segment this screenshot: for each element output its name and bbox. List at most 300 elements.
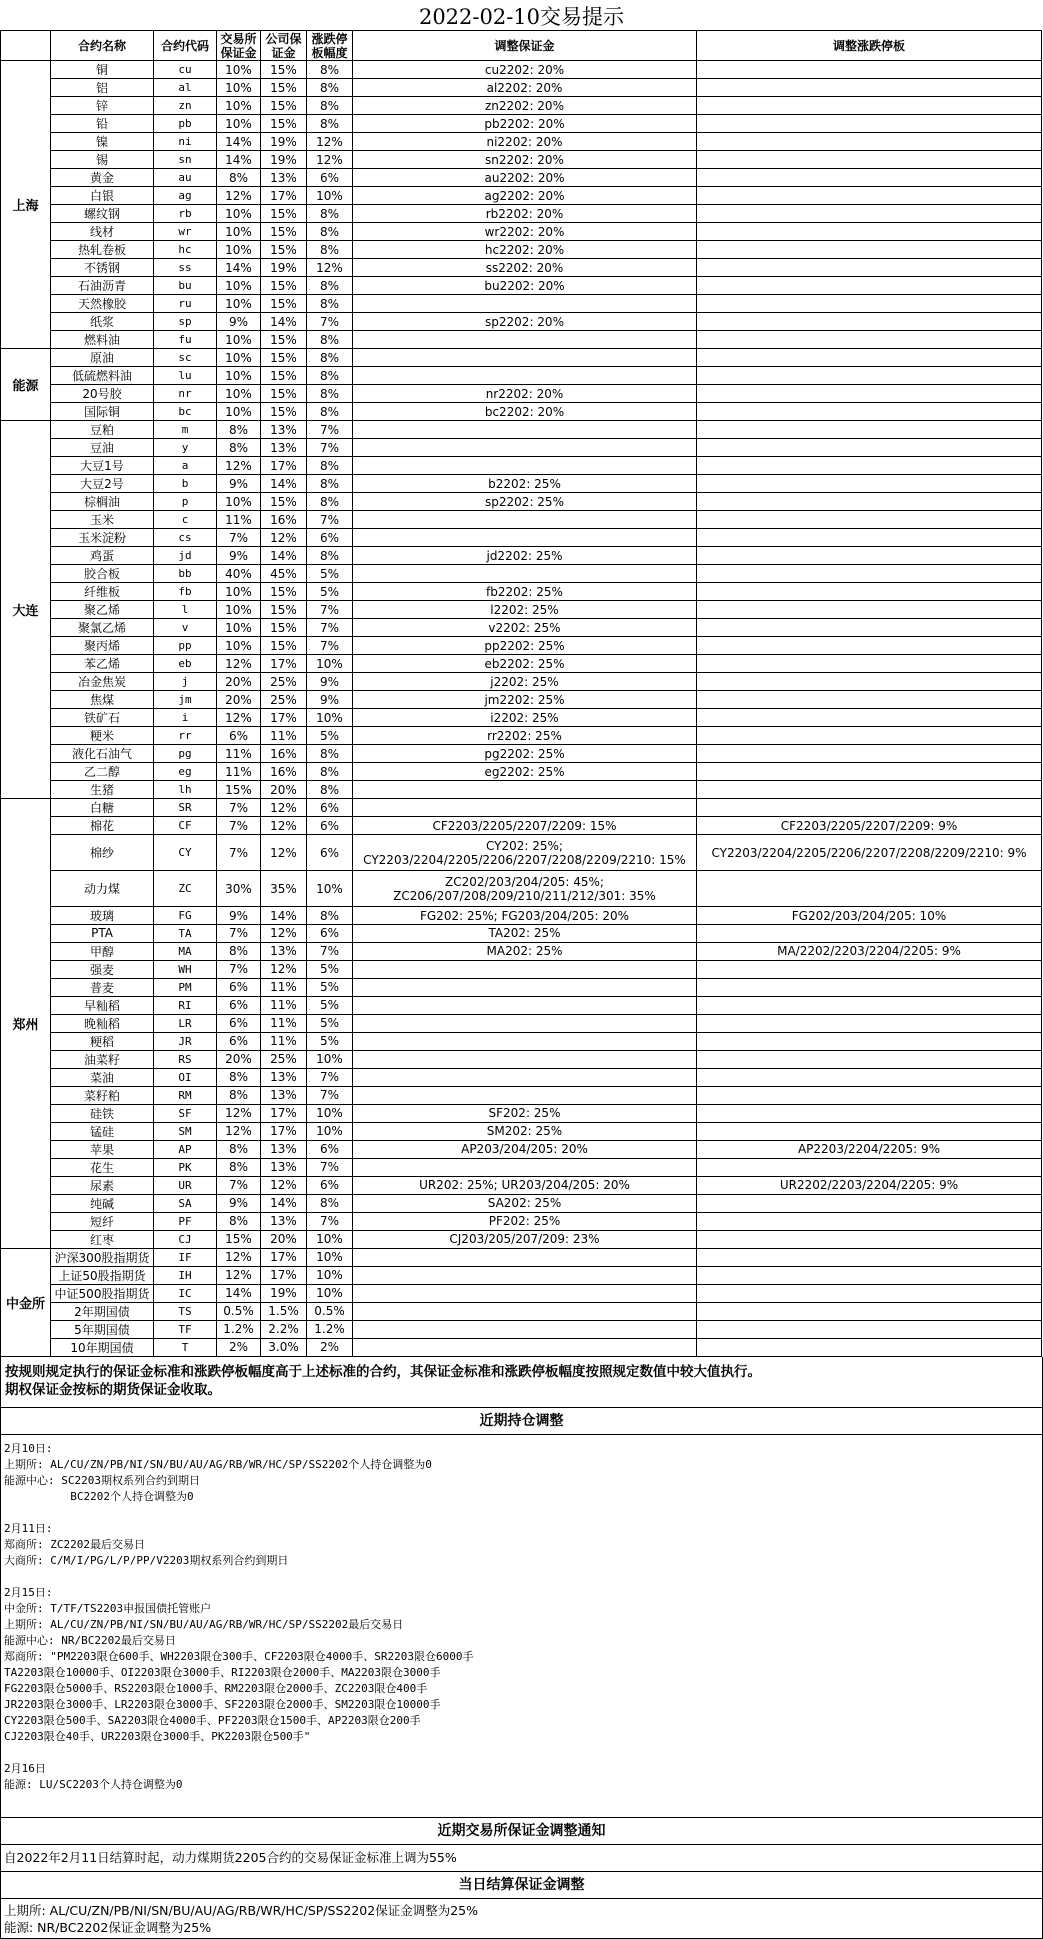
company-margin: 13% [261, 1158, 307, 1176]
exchange-margin: 9% [217, 1194, 261, 1212]
adjusted-margin: bc2202: 20% [353, 403, 697, 421]
settlement-title: 当日结算保证金调整 [1, 1872, 1042, 1899]
table-row [1, 79, 1042, 97]
table-row [1, 745, 1042, 763]
adjusted-limit [697, 1302, 1042, 1320]
limit-range: 8% [307, 547, 353, 565]
limit-range: 8% [307, 295, 353, 313]
contract-name: 生猪 [51, 781, 154, 799]
company-margin: 13% [261, 421, 307, 439]
contract-code: IC [154, 1284, 217, 1302]
contract-name: 10年期国债 [51, 1338, 154, 1356]
limit-range: 9% [307, 673, 353, 691]
adjusted-limit: FG202/203/204/205: 10% [697, 907, 1042, 925]
contract-code: ag [154, 187, 217, 205]
limit-range: 5% [307, 583, 353, 601]
contract-name: 液化石油气 [51, 745, 154, 763]
contract-code: SM [154, 1122, 217, 1140]
adjusted-margin: al2202: 20% [353, 79, 697, 97]
contract-code: IF [154, 1248, 217, 1266]
adjusted-limit [697, 655, 1042, 673]
contract-code: CJ [154, 1230, 217, 1248]
table-row [1, 1230, 1042, 1248]
adjusted-margin: MA202: 25% [353, 942, 697, 960]
company-margin: 15% [261, 205, 307, 223]
contract-code: al [154, 79, 217, 97]
limit-range: 10% [307, 1050, 353, 1068]
limit-range: 7% [307, 313, 353, 331]
contract-code: WH [154, 960, 217, 978]
adjusted-margin [353, 1086, 697, 1104]
contract-name: 纸浆 [51, 313, 154, 331]
contract-code: TS [154, 1302, 217, 1320]
table-row [1, 673, 1042, 691]
contract-name: 聚氯乙烯 [51, 619, 154, 637]
exchange-margin: 20% [217, 673, 261, 691]
table-row [1, 565, 1042, 583]
exchange-margin: 11% [217, 511, 261, 529]
adjusted-limit [697, 205, 1042, 223]
exchange-margin: 10% [217, 367, 261, 385]
adjusted-margin: PF202: 25% [353, 1212, 697, 1230]
limit-range: 12% [307, 259, 353, 277]
adjusted-limit [697, 1050, 1042, 1068]
exchange-margin: 40% [217, 565, 261, 583]
company-margin: 15% [261, 493, 307, 511]
contract-name: 油菜籽 [51, 1050, 154, 1068]
adjusted-margin: ss2202: 20% [353, 259, 697, 277]
adjusted-limit [697, 601, 1042, 619]
exchange-margin: 8% [217, 421, 261, 439]
contract-name: 甲醇 [51, 942, 154, 960]
exchange-margin: 10% [217, 349, 261, 367]
company-margin: 35% [261, 871, 307, 907]
table-row [1, 313, 1042, 331]
exchange-cell: 上海 [1, 61, 51, 349]
adjusted-limit [697, 241, 1042, 259]
limit-range: 6% [307, 817, 353, 835]
exchange-margin: 12% [217, 709, 261, 727]
contract-name: 原油 [51, 349, 154, 367]
contract-code: m [154, 421, 217, 439]
table-row [1, 1248, 1042, 1266]
contract-code: CF [154, 817, 217, 835]
limit-range: 7% [307, 1212, 353, 1230]
exchange-margin: 10% [217, 205, 261, 223]
table-row [1, 169, 1042, 187]
exchange-margin: 10% [217, 637, 261, 655]
contract-code: j [154, 673, 217, 691]
exchange-notice-text: 自2022年2月11日结算时起，动力煤期货2205合约的交易保证金标准上调为55% [1, 1845, 1042, 1872]
table-row [1, 385, 1042, 403]
table-row [1, 277, 1042, 295]
company-margin: 12% [261, 835, 307, 871]
company-margin: 17% [261, 655, 307, 673]
exchange-margin: 10% [217, 115, 261, 133]
header-adj-limit: 调整涨跌停板 [697, 31, 1042, 61]
company-margin: 17% [261, 457, 307, 475]
adjusted-limit [697, 457, 1042, 475]
adjusted-limit: CY2203/2204/2205/2206/2207/2208/2209/2210: 9% [697, 835, 1042, 871]
table-row [1, 295, 1042, 313]
limit-range: 7% [307, 942, 353, 960]
adjusted-limit [697, 313, 1042, 331]
contract-code: UR [154, 1176, 217, 1194]
table-row [1, 1086, 1042, 1104]
contract-name: 铅 [51, 115, 154, 133]
contract-code: TF [154, 1320, 217, 1338]
contract-code: jm [154, 691, 217, 709]
adjusted-limit [697, 277, 1042, 295]
company-margin: 2.2% [261, 1320, 307, 1338]
contract-code: c [154, 511, 217, 529]
margin-table [0, 30, 1042, 1357]
adjusted-margin: ag2202: 20% [353, 187, 697, 205]
limit-range: 10% [307, 1266, 353, 1284]
adjusted-margin [353, 1032, 697, 1050]
adjusted-margin: ni2202: 20% [353, 133, 697, 151]
contract-name: 线材 [51, 223, 154, 241]
company-margin: 14% [261, 907, 307, 925]
contract-name: 沪深300股指期货 [51, 1248, 154, 1266]
company-margin: 14% [261, 475, 307, 493]
contract-name: 粳稻 [51, 1032, 154, 1050]
contract-name: 豆粕 [51, 421, 154, 439]
limit-range: 8% [307, 763, 353, 781]
exchange-margin: 10% [217, 295, 261, 313]
table-row [1, 97, 1042, 115]
company-margin: 15% [261, 115, 307, 133]
contract-name: 红枣 [51, 1230, 154, 1248]
limit-range: 12% [307, 151, 353, 169]
adjusted-limit [697, 1338, 1042, 1356]
adjusted-limit [697, 133, 1042, 151]
contract-code: ru [154, 295, 217, 313]
contract-name: 普麦 [51, 978, 154, 996]
company-margin: 25% [261, 673, 307, 691]
company-margin: 45% [261, 565, 307, 583]
company-margin: 15% [261, 403, 307, 421]
company-margin: 16% [261, 745, 307, 763]
adjusted-limit [697, 97, 1042, 115]
table-row [1, 1302, 1042, 1320]
company-margin: 16% [261, 511, 307, 529]
company-margin: 15% [261, 349, 307, 367]
adjusted-limit [697, 619, 1042, 637]
table-row [1, 1140, 1042, 1158]
contract-code: l [154, 601, 217, 619]
table-row [1, 475, 1042, 493]
contract-code: ZC [154, 871, 217, 907]
exchange-margin: 8% [217, 1086, 261, 1104]
table-row [1, 331, 1042, 349]
contract-name: 白银 [51, 187, 154, 205]
exchange-margin: 15% [217, 781, 261, 799]
table-row [1, 1194, 1042, 1212]
adjusted-margin: TA202: 25% [353, 925, 697, 943]
table-row [1, 115, 1042, 133]
contract-name: 鸡蛋 [51, 547, 154, 565]
company-margin: 15% [261, 385, 307, 403]
exchange-margin: 7% [217, 925, 261, 943]
contract-name: 玉米淀粉 [51, 529, 154, 547]
exchange-margin: 14% [217, 151, 261, 169]
adjusted-margin: rr2202: 25% [353, 727, 697, 745]
contract-code: nr [154, 385, 217, 403]
adjusted-limit [697, 169, 1042, 187]
adjusted-margin: sp2202: 20% [353, 313, 697, 331]
contract-name: 胶合板 [51, 565, 154, 583]
contract-code: SF [154, 1104, 217, 1122]
contract-code: a [154, 457, 217, 475]
exchange-margin: 6% [217, 996, 261, 1014]
company-margin: 12% [261, 1176, 307, 1194]
adjusted-margin: pp2202: 25% [353, 637, 697, 655]
contract-name: 低硫燃料油 [51, 367, 154, 385]
table-row [1, 781, 1042, 799]
contract-code: JR [154, 1032, 217, 1050]
adjusted-limit [697, 1014, 1042, 1032]
adjusted-limit [697, 673, 1042, 691]
contract-name: 聚丙烯 [51, 637, 154, 655]
adjusted-limit [697, 187, 1042, 205]
contract-code: cu [154, 61, 217, 79]
adjusted-margin [353, 295, 697, 313]
limit-range: 5% [307, 960, 353, 978]
adjusted-limit [697, 565, 1042, 583]
contract-code: eb [154, 655, 217, 673]
limit-range: 6% [307, 169, 353, 187]
table-row [1, 1122, 1042, 1140]
adjusted-limit [697, 349, 1042, 367]
company-margin: 15% [261, 277, 307, 295]
limit-range: 8% [307, 403, 353, 421]
company-margin: 13% [261, 169, 307, 187]
table-row [1, 1050, 1042, 1068]
exchange-margin: 6% [217, 727, 261, 745]
limit-range: 5% [307, 996, 353, 1014]
contract-name: 铜 [51, 61, 154, 79]
table-row [1, 457, 1042, 475]
adjusted-margin [353, 960, 697, 978]
limit-range: 8% [307, 385, 353, 403]
company-margin: 17% [261, 1104, 307, 1122]
limit-range: 6% [307, 799, 353, 817]
contract-code: PF [154, 1212, 217, 1230]
limit-range: 6% [307, 529, 353, 547]
contract-code: RI [154, 996, 217, 1014]
header-adj-margin: 调整保证金 [353, 31, 697, 61]
company-margin: 15% [261, 241, 307, 259]
exchange-margin: 2% [217, 1338, 261, 1356]
adjusted-limit [697, 151, 1042, 169]
table-row [1, 367, 1042, 385]
adjusted-margin [353, 996, 697, 1014]
adjusted-limit [697, 475, 1042, 493]
company-margin: 13% [261, 1212, 307, 1230]
exchange-margin: 10% [217, 331, 261, 349]
exchange-margin: 14% [217, 1284, 261, 1302]
exchange-margin: 30% [217, 871, 261, 907]
adjusted-margin [353, 349, 697, 367]
adjusted-limit [697, 259, 1042, 277]
contract-code: eg [154, 763, 217, 781]
adjusted-limit [697, 1194, 1042, 1212]
contract-name: 20号胶 [51, 385, 154, 403]
exchange-margin: 8% [217, 1140, 261, 1158]
header-limit: 涨跌停板幅度 [307, 31, 353, 61]
adjusted-limit [697, 223, 1042, 241]
contract-code: sp [154, 313, 217, 331]
limit-range: 10% [307, 709, 353, 727]
contract-code: bu [154, 277, 217, 295]
adjusted-margin: UR202: 25%; UR203/204/205: 20% [353, 1176, 697, 1194]
company-margin: 25% [261, 1050, 307, 1068]
adjusted-limit [697, 331, 1042, 349]
contract-code: fu [154, 331, 217, 349]
table-row [1, 709, 1042, 727]
table-row [1, 978, 1042, 996]
contract-name: 螺纹钢 [51, 205, 154, 223]
adjusted-margin [353, 978, 697, 996]
table-row [1, 1284, 1042, 1302]
contract-code: IH [154, 1266, 217, 1284]
table-row [1, 601, 1042, 619]
limit-range: 0.5% [307, 1302, 353, 1320]
table-row [1, 1338, 1042, 1356]
exchange-margin: 0.5% [217, 1302, 261, 1320]
contract-name: 聚乙烯 [51, 601, 154, 619]
contract-code: pb [154, 115, 217, 133]
table-row [1, 907, 1042, 925]
exchange-cell: 中金所 [1, 1248, 51, 1356]
exchange-margin: 11% [217, 745, 261, 763]
limit-range: 8% [307, 241, 353, 259]
company-margin: 14% [261, 547, 307, 565]
exchange-notice-title: 近期交易所保证金调整通知 [1, 1818, 1042, 1845]
contract-code: RM [154, 1086, 217, 1104]
adjusted-margin: SM202: 25% [353, 1122, 697, 1140]
company-margin: 15% [261, 619, 307, 637]
company-margin: 20% [261, 781, 307, 799]
limit-range: 8% [307, 61, 353, 79]
contract-name: 棉纱 [51, 835, 154, 871]
company-margin: 15% [261, 367, 307, 385]
exchange-margin: 7% [217, 1176, 261, 1194]
contract-code: rb [154, 205, 217, 223]
exchange-margin: 10% [217, 79, 261, 97]
exchange-margin: 11% [217, 763, 261, 781]
limit-range: 10% [307, 1284, 353, 1302]
adjusted-margin [353, 421, 697, 439]
table-row [1, 223, 1042, 241]
exchange-margin: 8% [217, 1068, 261, 1086]
contract-name: 5年期国债 [51, 1320, 154, 1338]
adjusted-margin [353, 1248, 697, 1266]
limit-range: 8% [307, 205, 353, 223]
limit-range: 8% [307, 115, 353, 133]
position-adjustments: 2月10日: 上期所: AL/CU/ZN/PB/NI/SN/BU/AU/AG/RB/WR/HC/SP/SS2202个人持仓调整为0 能源中心: SC2203期权系列合约到期日 BC2202个人持仓调整为0 2月11日: 郑商所: ZC2202最后交易日 大商所: C/M/I/PG/L/P/PP/V2203期权系列合约到期日 2月15日: 中金所: T/TF/TS2203申报国债托管账户 上期所: AL/CU/ZN/PB/NI/SN/BU/AU/AG/RB/WR/HC/SP/SS2202最后交易日 能源中心: NR/BC2202最后交易日 郑商所: "PM2203限仓600手、WH2203限仓300手、CF2203限仓4000手、SR2203限仓6000手 TA2203限仓10000手、OI2203限仓3000手、RI2203限仓2000手、MA2203限仓3000手 FG2203限仓5000手、RS2203限仓1000手、RM2203限仓2000手、ZC2203限仓400手 JR2203限仓3000手、LR2203限仓3000手、SF2203限仓2000手、SM2203限仓10000手 CY2203限仓500手、SA2203限仓4000手、PF2203限仓1500手、AP2203限仓200手 CJ2203限仓40手、UR2203限仓3000手、PK2203限仓500手" 2月16日 能源: LU/SC2203个人持仓调整为0 [1, 1435, 1042, 1818]
contract-code: lu [154, 367, 217, 385]
adjusted-margin: eb2202: 25% [353, 655, 697, 673]
table-row [1, 960, 1042, 978]
exchange-margin: 20% [217, 1050, 261, 1068]
contract-name: 镍 [51, 133, 154, 151]
company-margin: 13% [261, 1086, 307, 1104]
contract-name: 锡 [51, 151, 154, 169]
adjusted-margin: nr2202: 20% [353, 385, 697, 403]
company-margin: 12% [261, 799, 307, 817]
adjusted-limit [697, 745, 1042, 763]
table-row [1, 799, 1042, 817]
limit-range: 8% [307, 475, 353, 493]
limit-range: 8% [307, 1194, 353, 1212]
contract-code: v [154, 619, 217, 637]
adjusted-limit [697, 763, 1042, 781]
adjusted-limit [697, 1230, 1042, 1248]
exchange-margin: 20% [217, 691, 261, 709]
contract-name: 上证50股指期货 [51, 1266, 154, 1284]
adjusted-margin [353, 1014, 697, 1032]
adjusted-margin: l2202: 25% [353, 601, 697, 619]
contract-name: 短纤 [51, 1212, 154, 1230]
table-row [1, 619, 1042, 637]
table-row [1, 637, 1042, 655]
table-row [1, 817, 1042, 835]
table-body [1, 61, 1042, 1357]
adjusted-limit [697, 1086, 1042, 1104]
limit-range: 8% [307, 907, 353, 925]
adjusted-margin: rb2202: 20% [353, 205, 697, 223]
adjusted-margin [353, 439, 697, 457]
header-code: 合约代码 [154, 31, 217, 61]
contract-name: 早籼稻 [51, 996, 154, 1014]
adjusted-limit: CF2203/2205/2207/2209: 9% [697, 817, 1042, 835]
adjusted-margin: FG202: 25%; FG203/204/205: 20% [353, 907, 697, 925]
table-row [1, 763, 1042, 781]
limit-range: 7% [307, 1158, 353, 1176]
table-row [1, 1014, 1042, 1032]
contract-code: T [154, 1338, 217, 1356]
adjusted-margin: AP203/204/205: 20% [353, 1140, 697, 1158]
adjusted-margin: jd2202: 25% [353, 547, 697, 565]
company-margin: 13% [261, 1068, 307, 1086]
limit-range: 10% [307, 1104, 353, 1122]
company-margin: 15% [261, 637, 307, 655]
contract-name: 晚籼稻 [51, 1014, 154, 1032]
contract-code: rr [154, 727, 217, 745]
contract-code: wr [154, 223, 217, 241]
contract-code: FG [154, 907, 217, 925]
adjusted-limit [697, 871, 1042, 907]
limit-range: 6% [307, 1140, 353, 1158]
table-row [1, 1158, 1042, 1176]
exchange-margin: 10% [217, 61, 261, 79]
table-row [1, 259, 1042, 277]
contract-name: 天然橡胶 [51, 295, 154, 313]
adjusted-margin: v2202: 25% [353, 619, 697, 637]
adjusted-limit [697, 1212, 1042, 1230]
adjusted-limit [697, 511, 1042, 529]
contract-code: sn [154, 151, 217, 169]
table-row [1, 996, 1042, 1014]
company-margin: 11% [261, 978, 307, 996]
table-row [1, 942, 1042, 960]
adjusted-limit [697, 1104, 1042, 1122]
adjusted-limit: UR2202/2203/2204/2205: 9% [697, 1176, 1042, 1194]
adjusted-limit [697, 493, 1042, 511]
contract-code: ss [154, 259, 217, 277]
